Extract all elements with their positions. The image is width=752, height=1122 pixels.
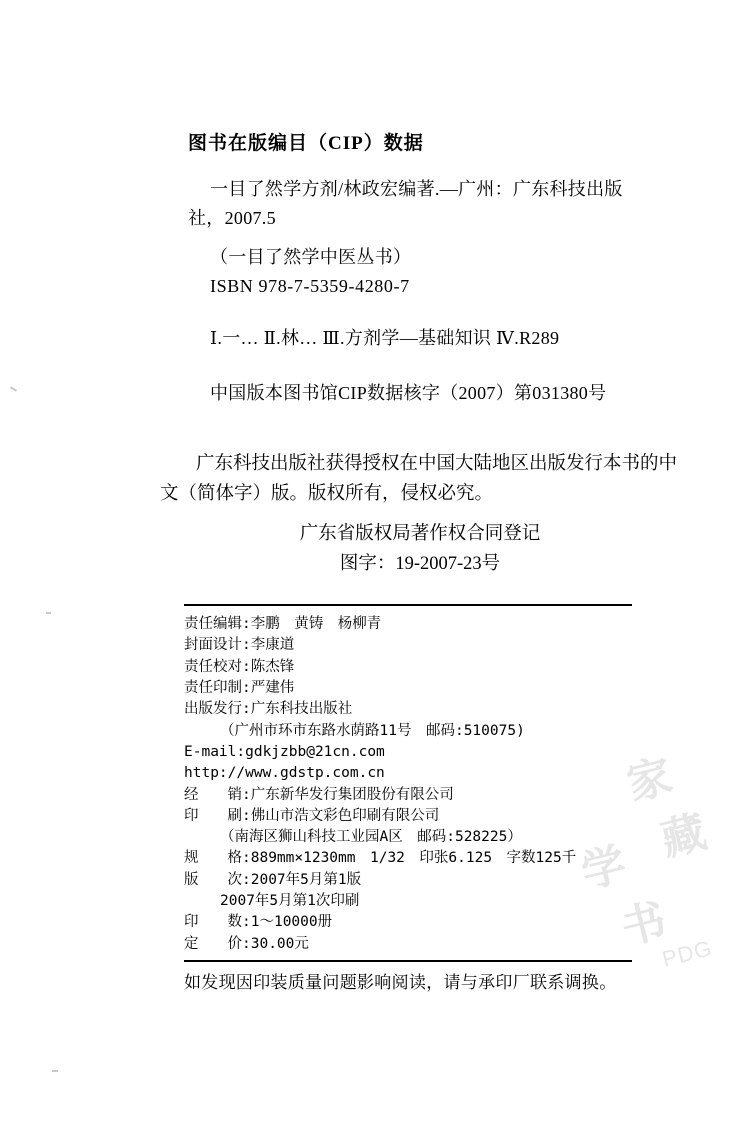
colophon-label-9: 印 刷: [184, 807, 251, 824]
divider-top [184, 604, 632, 606]
colophon-row-15 [184, 934, 654, 955]
cip-isbn: ISBN 978-7-5359-4280-7 [210, 276, 410, 297]
colophon-row-6 [184, 742, 654, 763]
cip-classification: Ⅰ.一… Ⅱ.林… Ⅲ.方剂学—基础知识 Ⅳ.R289 [210, 327, 560, 348]
scan-speck [46, 612, 51, 614]
watermark-char-3: 学 [576, 838, 632, 899]
registration-title: 广东省版权局著作权合同登记 [299, 524, 541, 544]
colophon-value-1: 李康道 [250, 637, 295, 654]
colophon-value-10: （南海区狮山科技工业园A区 邮码:528225） [220, 829, 522, 846]
registration-number: 图字：19-2007-23号 [339, 553, 501, 574]
colophon-value-3: 严建伟 [250, 679, 295, 696]
copyright-registration [160, 520, 680, 580]
colophon-row-13 [184, 891, 654, 912]
colophon-label-14: 印 数: [184, 914, 251, 931]
colophon-row-10 [184, 827, 654, 848]
watermark-char-4: 书 [616, 894, 672, 955]
colophon-label-6: E-mail: [184, 743, 246, 760]
cip-heading: 图书在版编目（CIP）数据 [188, 133, 424, 154]
colophon-label-8: 经 销: [184, 786, 251, 803]
colophon-value-7: http://www.gdstp.com.cn [184, 765, 385, 782]
scan-speck [52, 1070, 58, 1072]
colophon-block [184, 614, 654, 955]
divider-bottom [184, 960, 632, 962]
colophon-label-4: 出版发行: [184, 701, 251, 718]
colophon-row-8 [184, 785, 654, 806]
colophon-value-11: 889mm×1230mm 1/32 印张6.125 字数125千 [250, 850, 577, 867]
watermark-char-1: 家 [622, 750, 678, 811]
watermark-tag: PDG [659, 935, 715, 972]
colophon-label-1: 封面设计: [184, 637, 251, 654]
cip-number: 中国版本图书馆CIP数据核字（2007）第031380号 [210, 382, 607, 403]
colophon-row-11 [184, 848, 654, 869]
colophon-label-11: 规 格: [184, 850, 251, 867]
colophon-row-12 [184, 870, 654, 891]
colophon-value-14: 1～10000册 [250, 914, 333, 931]
colophon-row-7 [184, 763, 654, 784]
colophon-label-2: 责任校对: [184, 658, 251, 675]
colophon-row-4 [184, 699, 654, 720]
colophon-value-5: （广州市环市东路水荫路11号 邮码:510075) [220, 722, 525, 739]
copyright-statement: 广东科技出版社获得授权在中国大陆地区出版发行本书的中文（简体字）版。版权所有，侵权必究。 [160, 454, 678, 504]
colophon-value-4: 广东科技出版社 [250, 701, 353, 718]
colophon-row-1 [184, 635, 654, 656]
cip-series: （一目了然学中医丛书） [210, 247, 412, 268]
cip-title-line-1: 一目了然学方剂/林政宏编著.—广州：广东科技出版 [210, 179, 623, 199]
colophon-row-2 [184, 657, 654, 678]
cip-title-line-2: 社，2007.5 [188, 208, 276, 229]
colophon-row-3 [184, 678, 654, 699]
colophon-label-15: 定 价: [184, 935, 251, 952]
colophon-row-14 [184, 912, 654, 933]
watermark-char-2: 藏 [656, 806, 712, 867]
colophon-value-6: gdkjzbb@21cn.com [245, 743, 385, 760]
colophon-label-3: 责任印制: [184, 679, 251, 696]
scan-speck [10, 386, 17, 391]
quality-note: 如发现因印装质量问题影响阅读，请与承印厂联系调换。 [184, 973, 617, 992]
colophon-value-8: 广东新华发行集团股份有限公司 [250, 786, 454, 803]
colophon-value-2: 陈杰锋 [250, 658, 295, 675]
colophon-value-9: 佛山市浩文彩色印刷有限公司 [250, 807, 440, 824]
colophon-value-12: 2007年5月第1版 [250, 871, 362, 888]
colophon-label-0: 责任编辑: [184, 616, 251, 632]
colophon-label-12: 版 次: [184, 871, 251, 888]
colophon-row-5 [184, 721, 654, 742]
colophon-row-0 [184, 614, 654, 635]
colophon-row-9 [184, 806, 654, 827]
colophon-value-13: 2007年5月第1次印刷 [220, 893, 360, 910]
colophon-value-0: 李鹏 黄铸 杨柳青 [250, 616, 382, 632]
cip-block [188, 128, 688, 408]
colophon-value-15: 30.00元 [250, 935, 309, 952]
